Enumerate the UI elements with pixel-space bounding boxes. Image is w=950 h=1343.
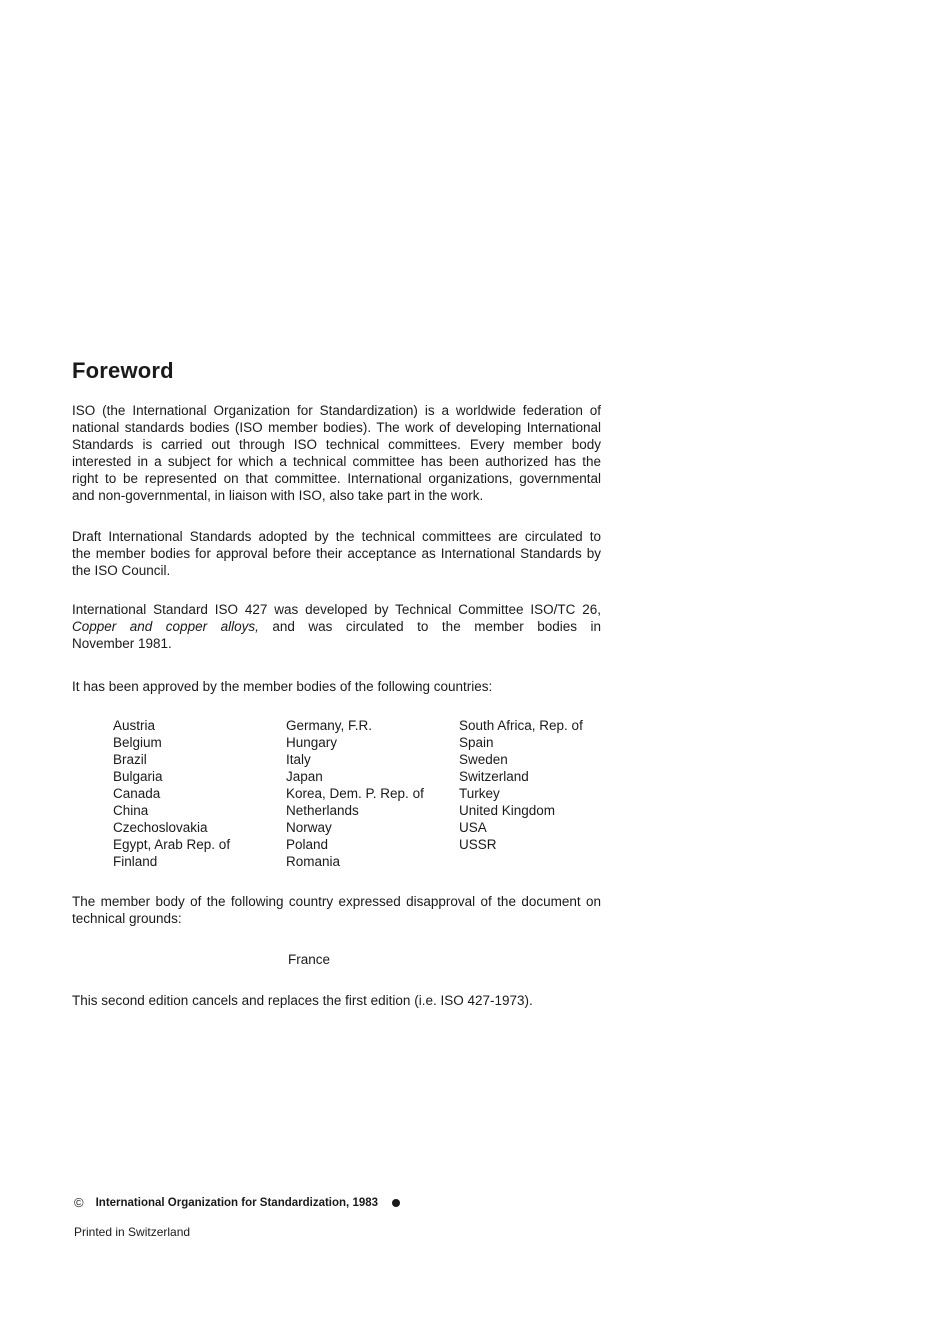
country-name: Brazil (113, 752, 147, 767)
country-name: Bulgaria (113, 769, 163, 784)
country-name: Netherlands (286, 803, 359, 818)
countries-column-1 (113, 717, 286, 870)
text-line: Standards is carried out through ISO technical committees. Every member body (72, 437, 601, 452)
country-name: USA (459, 820, 487, 835)
text-line: The member body of the following country expressed disapproval of the document on (72, 894, 601, 909)
countries-column-3 (459, 717, 619, 870)
paragraph-disapproval (72, 893, 601, 927)
country-name: Egypt, Arab Rep. of (113, 837, 231, 852)
paragraph-development (72, 601, 601, 652)
text-fragment: and was circulated to the member bodies in (258, 619, 601, 634)
paragraph-draft-standards (72, 528, 601, 579)
country-name: USSR (459, 837, 497, 852)
text-line: national standards bodies (ISO member bodies). The work of developing International (72, 420, 601, 435)
copyright-notice (74, 1195, 400, 1210)
country-name: Poland (286, 837, 329, 852)
country-name: Italy (286, 752, 311, 767)
text-line (72, 618, 601, 635)
text-line: right to be represented on that committee. International organizations, governmental (72, 471, 601, 486)
country-name: Norway (286, 820, 332, 835)
country-name: Austria (113, 718, 156, 733)
country-name: Romania (286, 854, 341, 869)
text-line: the member bodies for approval before their acceptance as International Standards by (72, 546, 601, 561)
text-line: This second edition cancels and replaces the first edition (i.e. ISO 427-1973). (72, 993, 533, 1008)
disapproving-country: France (288, 952, 331, 967)
text-line: the ISO Council. (72, 563, 171, 578)
country-name: Korea, Dem. P. Rep. of (286, 786, 424, 801)
country-name: South Africa, Rep. of (459, 718, 583, 733)
page-title: Foreword (72, 358, 174, 383)
text-line: interested in a subject for which a technical committee has been authorized has the (72, 454, 601, 469)
country-name: Spain (459, 735, 494, 750)
country-name: Switzerland (459, 769, 529, 784)
country-name: Hungary (286, 735, 338, 750)
country-name: Turkey (459, 786, 500, 801)
countries-column-2 (286, 717, 459, 870)
text-line: Draft International Standards adopted by the technical committees are circulated to (72, 529, 601, 544)
text-line: and non-governmental, in liaison with ISO, also take part in the work. (72, 488, 484, 503)
committee-title: Copper and copper alloys, (72, 619, 259, 634)
country-name: Germany, F.R. (286, 718, 373, 733)
bullet-dot-icon (392, 1199, 400, 1207)
country-name: China (113, 803, 149, 818)
text-line: November 1981. (72, 636, 172, 651)
paragraph-iso-intro (72, 402, 601, 504)
country-name: United Kingdom (459, 803, 556, 818)
approving-countries-list (113, 717, 619, 870)
copyright-text: International Organization for Standardization, 1983 (95, 1196, 379, 1209)
text-line: International Standard ISO 427 was developed by Technical Committee ISO/TC 26, (72, 602, 601, 617)
copyright-icon: © (74, 1195, 84, 1210)
text-line: It has been approved by the member bodies of the following countries: (72, 679, 493, 694)
text-line: technical grounds: (72, 911, 182, 926)
text-line: ISO (the International Organization for Standardization) is a worldwide federation of (72, 403, 601, 418)
country-name: Czechoslovakia (113, 820, 208, 835)
paragraph-edition (72, 992, 601, 1009)
country-name: Canada (113, 786, 161, 801)
paragraph-approval (72, 678, 601, 695)
country-name: Finland (113, 854, 158, 869)
country-name: Belgium (113, 735, 162, 750)
country-name: Sweden (459, 752, 508, 767)
printed-location: Printed in Switzerland (74, 1225, 191, 1239)
country-name: Japan (286, 769, 323, 784)
